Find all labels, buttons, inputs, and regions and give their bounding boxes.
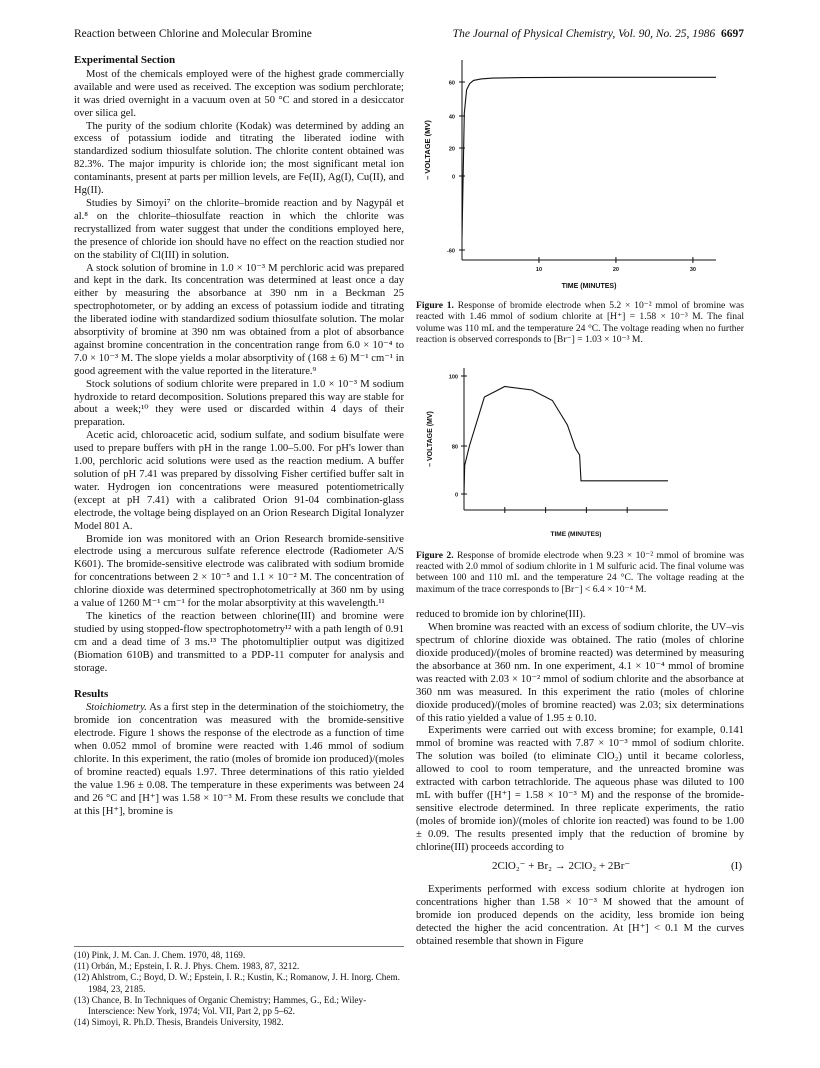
y-tick-label: 0 xyxy=(451,174,455,181)
figure-2-chart xyxy=(416,362,744,548)
paragraph: Studies by Simoyi⁷ on the chlorite–bromide reaction and by Nagypál et al.⁸ on the chlorite–thiosulfate reaction in which the chlorite was recrystallized from water suggest that under the conditions employed here, the presence of chloride ion should have no effect on the reaction studied nor on the stability of Cl(III) in solution. xyxy=(74,197,404,261)
paragraph: The purity of the sodium chlorite (Kodak) was determined by adding an excess of potassium iodide and titrating the liberated iodine with standardized sodium thiosulfate solution. The chlorite content obtained was 82.3%. The major impurity is chloride ion; the most significant metal ion contaminants, present at parts per million levels, are Fe(II), Ag(I), Cu(II), and Hg(II). xyxy=(74,120,404,197)
reference-item: (13) Chance, B. In Techniques of Organic Chemistry; Hammes, G., Ed.; Wiley-Interscience: New York, 1974; Vol. VII, Part 2, pp 5–62. xyxy=(74,994,367,1017)
figure-2-caption xyxy=(416,550,744,596)
y-axis-label: – VOLTAGE (MV) xyxy=(427,410,434,467)
results-text: As a first step in the determination of the stoichiometry, the bromide ion concentration was measured with the bromide-sensitive electrode. Figure 1 shows the response of the electrode as a function of time when 0.052 mmol of bromine were reacted with 1.46 mmol of sodium chlorite. In this experiment, the ratio (moles of bromide ion produced)/(moles of bromine reacted) equals 1.97. Three determinations of this ratio yielded the value 1.96 ± 0.08. The temperature in these experiments was between 24 and 26 °C and [H⁺] was 1.58 × 10⁻³ M. From these results we conclude that at this [H⁺], bromine is xyxy=(74,702,404,817)
reference-item: (12) Ahlstrom, C.; Boyd, D. W.; Epstein, I. R.; Kustin, K.; Romanow, J. H. Inorg. Chem. 1984, 23, 2185. xyxy=(74,972,400,994)
x-tick-label: 20 xyxy=(612,267,620,273)
experimental-heading: Experimental Section xyxy=(74,54,176,66)
equation-number: (I) xyxy=(731,860,742,873)
y-tick-label: 100 xyxy=(448,374,458,381)
results-heading: Results xyxy=(74,687,109,700)
figure-1-chart xyxy=(416,54,744,298)
page-number: 6697 xyxy=(721,28,744,40)
y-tick-label: 60 xyxy=(448,80,455,87)
y-tick-label: -60 xyxy=(447,248,455,255)
x-tick-label: 30 xyxy=(689,267,696,273)
figure-1-label: Figure 1. xyxy=(416,300,454,311)
y-axis-label: – VOLTAGE (MV) xyxy=(423,120,432,180)
journal-citation: The Journal of Physical Chemistry, Vol. 90, No. 25, 1986 xyxy=(452,28,716,40)
running-head-journal xyxy=(453,28,744,40)
paragraph: A stock solution of bromine in 1.0 × 10⁻³ M perchloric acid was prepared and kept in the dark. Its concentration was determined at least once a day either by measuring the absorbance at 390 nm in a Beckman 25 spectrophotometer, or by adding an excess of potassium iodide and titrating the liberated iodine with standardized sodium thiosulfate solution. The molar absorptivity of bromine at 390 nm was obtained from a plot of absorbance against bromine concentration in the concentration range from 6.0 × 10⁻⁴ to 7.0 × 10⁻³ M. The slope yields a molar absorptivity of (168 ± 6) M⁻¹ cm⁻¹ in good agreement with the value reported in the literature.⁹ xyxy=(74,262,404,377)
paragraph: The kinetics of the reaction between chlorine(III) and bromine were studied by using stopped-flow spectrophotometry¹² with a path length of 0.91 cm and a dead time of 3 ms.¹³ The photomultiplier output was digitized (Biomation 610B) and transmitted to a PDP-11 computer for analysis and storage. xyxy=(74,610,404,674)
y-tick-label: 20 xyxy=(448,146,455,153)
x-tick-label: 10 xyxy=(535,267,543,273)
figure-1 xyxy=(416,54,744,346)
left-column xyxy=(74,54,404,819)
equation: 2ClO₂⁻ + Br₂ → 2ClO₂ + 2Br⁻ xyxy=(492,860,631,873)
paragraph: Experiments were carried out with excess bromine; for example, 0.141 mmol of bromine was reacted with 7.87 × 10⁻³ mmol of sodium chlorite. The solution was boiled (to eliminate ClO₂) until it became colorless, allowed to cool to room temperature, and the unreacted bromine was extracted with carbon tetrachloride. The aqueous phase was diluted to 100 mL with buffer ([H⁺] = 1.58 × 10⁻³ M) and the response of the bromide-sensitive electrode determined. In three replicate experiments, the ratio (moles of bromide ion)/(moles of chlorite ion reacted) was found to be 1.00 ± 0.09. The results presented imply that the reduction of bromine by chlorine(III) proceeds according to xyxy=(416,725,744,853)
running-head-title: Reaction between Chlorine and Molecular Bromine xyxy=(74,28,312,40)
stoichiometry-lead: Stoichiometry. xyxy=(86,702,147,714)
reference-item: (14) Simoyi, R. Ph.D. Thesis, Brandeis University, 1982. xyxy=(74,1017,284,1028)
paragraph: Stock solutions of sodium chlorite were prepared in 1.0 × 10⁻³ M sodium hydroxide to retard decomposition. Solutions prepared this way are stable for about a week;¹⁰ they were used or discarded within 4 days of their preparation. xyxy=(74,378,404,429)
figure-2-caption-text: Response of bromide electrode when 9.23 × 10⁻² mmol of bromine was reacted with 2.0 mmol of sodium chlorite in 1 M sulfuric acid. The final volume was between 100 and 110 mL and the temperature 24 °C. The voltage reading at the maximum of the trace corresponds to [Br⁻] < 6.4 × 10⁻⁴ M. xyxy=(416,549,744,595)
figure-2 xyxy=(416,362,744,596)
results-paragraph xyxy=(74,702,404,818)
series-line xyxy=(464,386,668,494)
references xyxy=(74,946,404,1028)
paragraph: Acetic acid, chloroacetic acid, sodium sulfate, and sodium bisulfate were used to prepare buffers with pH in the range 1.00–5.00. For pH's lower than 1.00, perchloric acid solutions were used as the reaction medium. A buffer solution of pH 7.41 was prepared by dissolving Fisher certified buffer salt in water. Hydrogen ion concentrations were measured potentiometrically (except at pH 7.41) with a calibrated Orion 91-04 combination-glass electrode, the voltage being displayed on an Orion Research Digital Ionalyzer Model 801 A. xyxy=(74,430,404,532)
x-axis-label: TIME (MINUTES) xyxy=(550,530,602,538)
y-tick-label: 0 xyxy=(454,492,458,499)
figure-1-caption-text: Response of bromide electrode when 5.2 × 10⁻² mmol of bromine was reacted with 1.46 mmol of sodium chlorite at [H⁺] = 1.58 × 10⁻³ M. The final volume was 110 mL and the temperature 24 °C. The voltage reading when no further reaction is observed corresponds to [Br⁻] = 1.03 × 10⁻³ M. xyxy=(416,300,744,346)
paragraph: Bromide ion was monitored with an Orion Research bromide-sensitive electrode using a mercurous sulfate reference electrode (Radiometer A/S K601). The bromide-sensitive electrode was calibrated with sodium bromide for concentrations between 2 × 10⁻⁵ and 1.1 × 10⁻² M. The concentration of chlorine dioxide was determined spectrophotometrically at 360 nm by using a value of 1260 M⁻¹ cm⁻¹ for the molar absorptivity at this wavelength.¹¹ xyxy=(74,533,404,610)
paragraph: reduced to bromide ion by chlorine(III). xyxy=(416,609,586,621)
reference-item: (11) Orbán, M.; Epstein, I. R. J. Phys. Chem. 1983, 87, 3212. xyxy=(74,961,300,972)
paragraph: When bromine was reacted with an excess of sodium chlorite, the UV–vis spectrum of chlorine dioxide was obtained. The ratio (moles of chlorine dioxide produced)/(moles of bromine reacted) was determined by measuring the absorbance at 360 nm. In one experiment, 4.1 × 10⁻⁴ mmol of bromine was reacted with 2.03 × 10⁻² mmol of sodium chlorite and the absorbance at 360 nm was measured. In this experiment the ratio (moles of chlorine dioxide produced)/(moles of bromine reacted) was 2.03; six determinations of this ratio yielded a value of 1.95 ± 0.10. xyxy=(416,622,744,724)
reference-item: (10) Pink, J. M. Can. J. Chem. 1970, 48, 1169. xyxy=(74,950,246,960)
paragraph: Experiments performed with excess sodium chlorite at hydrogen ion concentrations higher than 1.58 × 10⁻³ M showed that the amount of bromide ion produced depends on the acidity, less bromide ion being detected the higher the acid concentration. At [H⁺] < 0.1 M the curves obtained resemble that shown in Figure xyxy=(416,884,744,948)
running-head xyxy=(74,28,744,46)
equation-line xyxy=(416,860,744,876)
y-tick-label: 80 xyxy=(451,444,458,451)
series-line xyxy=(462,77,716,237)
right-column xyxy=(416,54,744,949)
figure-1-caption xyxy=(416,300,744,346)
x-axis-label: TIME (MINUTES) xyxy=(561,283,617,290)
paragraph: Most of the chemicals employed were of the highest grade commercially available and were used as received. The exception was sodium perchlorate; it was dried overnight in a vacuum oven at 50 °C and stored in a desiccator over silica gel. xyxy=(74,68,404,119)
figure-2-label: Figure 2. xyxy=(416,549,454,561)
y-tick-label: 40 xyxy=(448,114,455,121)
